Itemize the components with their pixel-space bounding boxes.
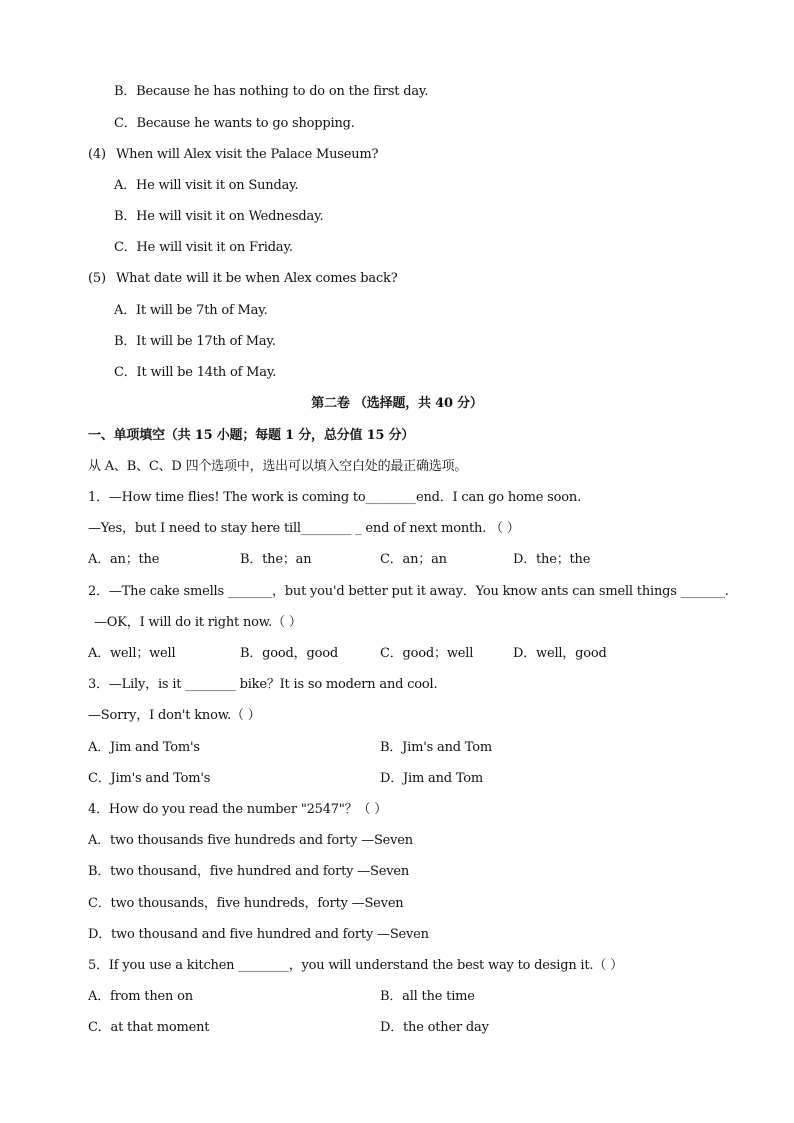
question-text: What date will it be when Alex comes back? [116, 271, 398, 286]
listening-q5-option-a: A．It will be 7th of May. [114, 303, 268, 318]
question-2-option-c: C．good；well [380, 646, 474, 661]
question-2-option-a: A．well；well [88, 646, 176, 661]
question-5-option-a: A．from then on [88, 989, 193, 1004]
question-3-option-c: C．Jim's and Tom's [88, 771, 211, 786]
prev-option-c: C．Because he wants to go shopping. [114, 116, 355, 131]
question-3-option-b: B．Jim's and Tom [380, 740, 493, 755]
question-1-reply: —Yes，but I need to stay here till________ _ end of next month. （ ） [88, 521, 520, 536]
listening-question-5 [88, 271, 398, 287]
question-4-stem: 4．How do you read the number "2547"？（ ） [88, 802, 387, 817]
question-3-option-d: D．Jim and Tom [380, 771, 484, 786]
question-5-option-c: C．at that moment [88, 1020, 210, 1035]
question-1-stem: 1．—How time flies! The work is coming to________end．I can go home soon. [88, 490, 582, 505]
question-5-option-d: D．the other day [380, 1020, 489, 1035]
question-text: When will Alex visit the Palace Museum? [116, 147, 379, 162]
question-4-option-b: B．two thousand，five hundred and forty —Seven [88, 864, 410, 879]
question-2-reply: —OK，I will do it right now.（ ） [94, 615, 302, 630]
question-3-stem: 3．—Lily，is it ________ bike？It is so modern and cool. [88, 677, 438, 692]
question-3-option-a: A．Jim and Tom's [88, 740, 200, 755]
section-title: 第二卷 （选择题，共 40 分） [311, 396, 483, 411]
question-2-option-d: D．well，good [513, 646, 607, 661]
question-1-option-d: D．the；the [513, 552, 591, 567]
question-5-stem: 5．If you use a kitchen ________，you will understand the best way to design it.（ ） [88, 958, 623, 973]
part-instruction: 从 A、B、C、D 四个选项中，选出可以填入空白处的最正确选项。 [88, 459, 468, 474]
question-1-option-c: C．an；an [380, 552, 447, 567]
prev-option-b: B．Because he has nothing to do on the first day. [114, 84, 429, 99]
listening-q5-option-b: B．It will be 17th of May. [114, 334, 276, 349]
listening-q4-option-c: C．He will visit it on Friday. [114, 240, 293, 255]
question-5-option-b: B．all the time [380, 989, 475, 1004]
question-number: (4) [88, 147, 106, 162]
part-heading: 一、单项填空（共 15 小题；每题 1 分，总分值 15 分） [88, 428, 415, 443]
question-4-option-d: D．two thousand and five hundred and forty —Seven [88, 927, 429, 942]
question-4-option-c: C．two thousands，five hundreds，forty —Seven [88, 896, 404, 911]
listening-q4-option-a: A．He will visit it on Sunday. [114, 178, 299, 193]
question-number: (5) [88, 271, 106, 286]
listening-question-4 [88, 147, 378, 163]
question-1-option-a: A．an；the [88, 552, 160, 567]
question-2-option-b: B．good，good [240, 646, 338, 661]
listening-q4-option-b: B．He will visit it on Wednesday. [114, 209, 324, 224]
question-4-option-a: A．two thousands five hundreds and forty —Seven [88, 833, 413, 848]
question-1-option-b: B．the；an [240, 552, 312, 567]
listening-q5-option-c: C．It will be 14th of May. [114, 365, 277, 380]
question-2-stem: 2．—The cake smells _______，but you'd better put it away．You know ants can smell things _______. [88, 584, 729, 599]
question-3-reply: —Sorry，I don't know.（ ） [88, 708, 261, 723]
